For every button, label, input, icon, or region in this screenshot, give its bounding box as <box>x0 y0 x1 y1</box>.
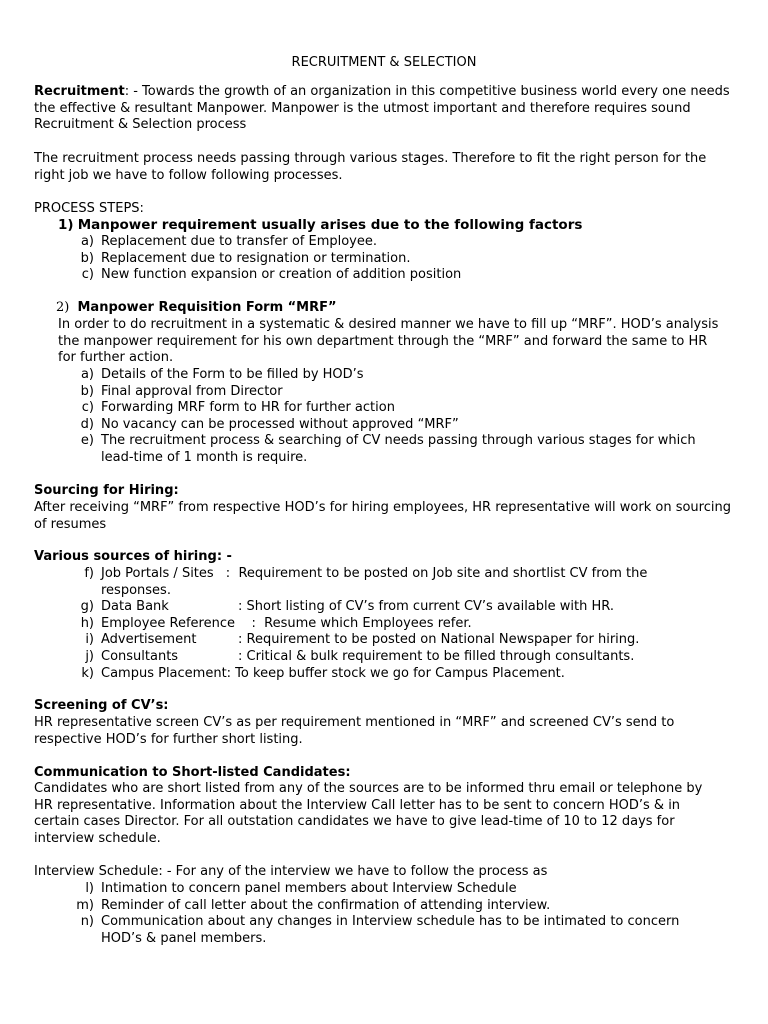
list-marker: l) <box>85 881 94 896</box>
list-marker: c) <box>81 400 94 416</box>
source-desc: : Requirement to be posted on National Newspaper for hiring. <box>238 632 640 648</box>
step2-title: Manpower Requisition Form “MRF” <box>77 300 337 315</box>
list-marker: m) <box>76 897 94 913</box>
list-marker: e) <box>80 433 94 449</box>
list-item-text: Details of the Form to be filled by HOD’s <box>101 367 364 382</box>
list-marker: f) <box>84 566 94 581</box>
recruitment-paragraph <box>34 84 734 134</box>
list-item-text: Reminder of call letter about the confirmation of attending interview. <box>101 897 551 913</box>
step1-list <box>70 234 768 284</box>
list-marker: b) <box>80 383 94 399</box>
list-marker: i) <box>85 632 94 648</box>
list-item-text: Final approval from Director <box>101 383 283 399</box>
source-name: Job Portals / Sites <box>101 566 214 581</box>
list-item <box>70 400 768 417</box>
source-name: Advertisement <box>101 632 197 648</box>
sources-heading: Various sources of hiring: - <box>34 549 232 564</box>
step1-heading <box>58 217 738 235</box>
list-item-text: Forwarding MRF form to HR for further action <box>101 400 395 416</box>
document-title: RECRUITMENT & SELECTION <box>291 55 477 70</box>
source-desc: : Requirement to be posted on Job site and shortlist CV from the responses. <box>101 566 652 598</box>
communication-body: Candidates who are short listed from any of the sources are to be informed thru email or telephone by HR representative. Information about the Interview Call letter has to be sent to concern HOD’s & in certain cases Director. For all outstation candidates we have to give lead-time of 10 to 12 days for interview schedule. <box>34 781 703 846</box>
list-item-text <box>101 666 768 683</box>
communication-heading: Communication to Short-listed Candidates: <box>34 765 351 780</box>
step2-body: In order to do recruitment in a systematic & desired manner we have to fill up “MRF”. HOD’s analysis the manpower requirement for his own department through the “MRF” and forward the same to HR for further action. <box>58 317 719 366</box>
step1-number: 1) <box>58 217 74 233</box>
step2-list <box>70 367 768 467</box>
list-item <box>70 881 768 898</box>
list-item-text <box>101 649 768 666</box>
list-item <box>70 234 768 251</box>
source-name: Employee Reference <box>101 615 235 631</box>
list-item <box>70 251 768 268</box>
source-desc: : Short listing of CV’s from current CV’s available with HR. <box>238 599 614 615</box>
process-steps-label: PROCESS STEPS <box>34 201 140 216</box>
source-desc: : Resume which Employees refer. <box>234 615 472 631</box>
screening-heading: Screening of CV’s: <box>34 698 169 713</box>
sources-list <box>70 566 768 682</box>
list-item-text <box>101 632 768 649</box>
list-item <box>70 417 768 434</box>
step1-title: Manpower requirement usually arises due to the following factors <box>77 217 583 233</box>
list-item <box>70 599 768 616</box>
source-name: Data Bank <box>101 599 169 615</box>
list-item <box>70 666 768 683</box>
process-steps-heading <box>34 201 734 218</box>
list-item <box>70 898 768 915</box>
source-desc: : To keep buffer stock we go for Campus Placement. <box>226 665 565 681</box>
step2-heading <box>56 300 736 317</box>
list-marker: c) <box>81 267 94 283</box>
list-item <box>70 267 768 284</box>
list-item-text <box>101 566 720 599</box>
interview-intro: Interview Schedule: - For any of the interview we have to follow the process as <box>34 864 548 879</box>
source-name: Consultants <box>101 648 179 664</box>
recruitment-label: Recruitment <box>34 84 125 99</box>
process-steps-colon: : <box>139 201 144 216</box>
list-item <box>70 384 768 401</box>
list-marker: d) <box>80 416 94 432</box>
list-marker: g) <box>80 599 94 615</box>
interview-list <box>70 881 768 947</box>
list-item <box>70 566 720 599</box>
list-marker: h) <box>80 615 94 631</box>
sourcing-body: After receiving “MRF” from respective HOD’s for hiring employees, HR representative will work on sourcing of resumes <box>34 500 731 532</box>
list-item <box>70 649 768 666</box>
step2-number: 2) <box>56 300 70 315</box>
list-item <box>70 914 720 947</box>
intro-paragraph: The recruitment process needs passing through various stages. Therefore to fit the right person for the right job we have to follow following processes. <box>34 151 707 183</box>
list-item-text: Communication about any changes in Interview schedule has to be intimated to concern HOD’s & panel members. <box>101 914 680 946</box>
list-item-text: Replacement due to resignation or termination. <box>101 250 411 266</box>
list-item-text: New function expansion or creation of addition position <box>101 267 462 283</box>
list-item <box>70 433 720 466</box>
list-marker: j) <box>85 648 94 664</box>
sourcing-heading: Sourcing for Hiring: <box>34 483 179 498</box>
recruitment-text: : - Towards the growth of an organization in this competitive business world every one needs the effective & resultant Manpower. Manpower is the utmost important and therefore requires sound Recruitment & Selection process <box>34 84 730 133</box>
list-item <box>70 367 768 384</box>
list-marker: a) <box>80 234 94 249</box>
screening-body: HR representative screen CV’s as per requirement mentioned in “MRF” and screened CV’s send to respective HOD’s for further short listing. <box>34 715 675 747</box>
list-item-text: No vacancy can be processed without approved “MRF” <box>101 416 459 432</box>
list-item-text: Intimation to concern panel members about Interview Schedule <box>101 881 517 896</box>
list-marker: a) <box>80 367 94 382</box>
list-item-text: Replacement due to transfer of Employee. <box>101 234 378 249</box>
list-item-text: The recruitment process & searching of CV needs passing through various stages for which lead-time of 1 month is require. <box>101 433 696 465</box>
list-item-text <box>101 616 768 633</box>
list-item <box>70 632 768 649</box>
list-marker: n) <box>80 914 94 930</box>
list-item <box>70 616 768 633</box>
source-desc: : Critical & bulk requirement to be filled through consultants. <box>238 648 635 664</box>
list-marker: k) <box>81 665 94 681</box>
list-marker: b) <box>80 250 94 266</box>
list-item-text <box>101 599 768 616</box>
source-name: Campus Placement <box>101 665 227 681</box>
